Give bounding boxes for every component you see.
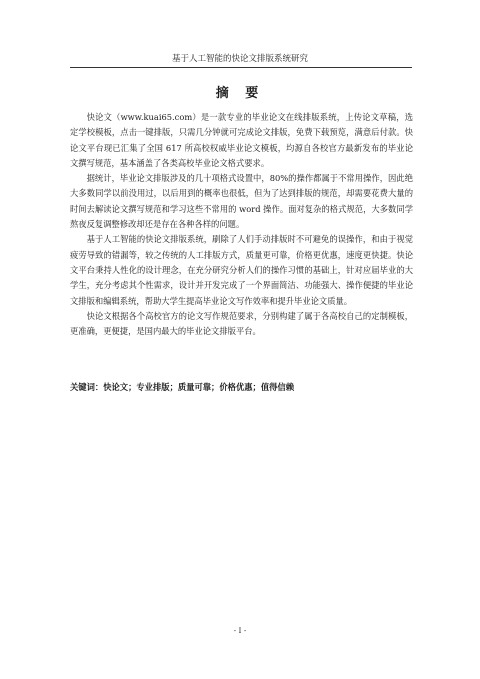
abstract-paragraph: 快论文（www.kuai65.com）是一款专业的毕业论文在线排版系统，上传论文草稿，选定学校模板，点击一键排版，只需几分钟就可完成论文排版，免费下载预览，满意后付款。快论文平台现已汇集了全国 617 所高校权威毕业论文模板，均源自各校官方最新发布的毕业论文撰写规范，基本涵盖了各类高校毕业论文格式要求。 — [70, 112, 413, 168]
abstract-paragraph: 据统计，毕业论文排版涉及的几十项格式设置中，80%的操作都属于不常用操作，因此绝大多数同学以前没用过，以后用到的概率也很低，但为了达到排版的规范，却需要花费大量的时间去解读论文撰写规范和学习这些不常用的 word 操作。面对复杂的格式规范，大多数同学熬夜反复调整修改却还是存在各种各样的问题。 — [70, 173, 413, 230]
running-header: 基于人工智能的快论文排版系统研究 — [171, 54, 308, 64]
keywords-line: 关键词：快论文；专业排版；质量可靠；价格优惠；值得信赖 — [70, 382, 295, 392]
abstract-body — [70, 110, 413, 339]
abstract-title: 摘 要 — [215, 86, 265, 101]
abstract-paragraph: 快论文根据各个高校官方的论文写作规范要求，分别构建了属于各高校自己的定制模板，更准确，更便捷，是国内最大的毕业论文排版平台。 — [70, 310, 413, 337]
abstract-paragraph: 基于人工智能的快论文排版系统，刷除了人们手动排版时不可避免的误操作，和由于视觉疲劳导致的错漏等，较之传统的人工排版方式，质量更可靠，价格更优惠，速度更快捷。快论文平台秉持人性化的设计理念，在充分研究分析人们的操作习惯的基础上，针对应届毕业的大学生，充分考虑其个性需求，设计并开发完成了一个界面简洁、功能强大、操作便捷的毕业论文排版和编辑系统，帮助大学生提高毕业论文写作效率和提升毕业论文质量。 — [70, 234, 413, 306]
header-rule — [70, 67, 412, 68]
page-number: - I - — [233, 626, 247, 635]
